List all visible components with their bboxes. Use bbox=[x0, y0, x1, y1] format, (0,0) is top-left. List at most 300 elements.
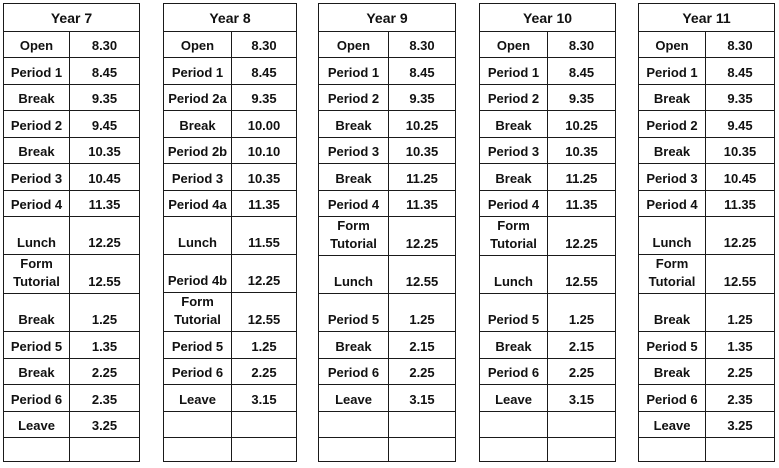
session-time: 12.55 bbox=[548, 256, 616, 294]
session-label-line: Break bbox=[335, 118, 372, 133]
session-label bbox=[164, 293, 232, 332]
session-label bbox=[480, 32, 548, 58]
session-label bbox=[164, 138, 232, 164]
session-label bbox=[639, 294, 706, 332]
session-label bbox=[164, 255, 232, 293]
session-time: 8.30 bbox=[70, 32, 140, 58]
table-row bbox=[164, 58, 297, 85]
session-time: 11.35 bbox=[70, 191, 140, 217]
session-label bbox=[639, 138, 706, 164]
session-time: 3.25 bbox=[706, 412, 775, 438]
table-row bbox=[639, 359, 775, 385]
table-row bbox=[4, 164, 140, 191]
session-label bbox=[319, 111, 389, 138]
session-time: 11.35 bbox=[548, 191, 616, 217]
session-label-line: Period 4b bbox=[167, 273, 228, 288]
table-row bbox=[319, 438, 456, 462]
table-row bbox=[319, 385, 456, 412]
session-label bbox=[319, 412, 389, 438]
session-label-line: Period 6 bbox=[10, 392, 63, 407]
table-row bbox=[164, 138, 297, 164]
session-time: 1.25 bbox=[70, 294, 140, 332]
table-row bbox=[319, 85, 456, 111]
table-row bbox=[319, 111, 456, 138]
table-row bbox=[319, 256, 456, 294]
session-label bbox=[164, 385, 232, 412]
session-label bbox=[480, 138, 548, 164]
year-heading: Year 11 bbox=[639, 4, 775, 32]
session-label bbox=[480, 85, 548, 111]
session-time: 12.25 bbox=[389, 217, 456, 256]
table-row bbox=[639, 191, 775, 217]
session-label-line: Open bbox=[496, 38, 531, 53]
session-label-line: Form bbox=[655, 256, 689, 271]
session-label bbox=[480, 385, 548, 412]
session-label-line: Break bbox=[18, 312, 55, 327]
session-time: 11.35 bbox=[389, 191, 456, 217]
session-time: 12.55 bbox=[70, 255, 140, 294]
timetable-table bbox=[318, 3, 456, 462]
session-time: 11.35 bbox=[706, 191, 775, 217]
session-label bbox=[164, 111, 232, 138]
session-time bbox=[706, 438, 775, 462]
table-row bbox=[480, 58, 616, 85]
session-time: 1.25 bbox=[706, 294, 775, 332]
session-label bbox=[480, 412, 548, 438]
table-row bbox=[639, 32, 775, 58]
session-time: 10.00 bbox=[232, 111, 297, 138]
session-label-line: Period 3 bbox=[10, 171, 63, 186]
table-row bbox=[639, 111, 775, 138]
session-label bbox=[319, 438, 389, 462]
table-row bbox=[480, 32, 616, 58]
table-row bbox=[480, 85, 616, 111]
table-row bbox=[319, 412, 456, 438]
session-label-line: Tutorial bbox=[174, 312, 221, 327]
table-row bbox=[480, 359, 616, 385]
session-time: 1.25 bbox=[232, 332, 297, 359]
table-row bbox=[639, 138, 775, 164]
session-label bbox=[164, 438, 232, 462]
session-label bbox=[164, 58, 232, 85]
session-label bbox=[480, 332, 548, 359]
session-label-line: Period 5 bbox=[646, 339, 698, 354]
table-row bbox=[480, 438, 616, 462]
table-row bbox=[639, 332, 775, 359]
table-row bbox=[164, 359, 297, 385]
session-label-line: Lunch bbox=[178, 235, 217, 250]
table-row bbox=[639, 438, 775, 462]
session-label bbox=[319, 191, 389, 217]
session-label bbox=[480, 438, 548, 462]
session-time: 10.35 bbox=[706, 138, 775, 164]
table-row bbox=[480, 111, 616, 138]
timetable-block-year-10 bbox=[479, 3, 616, 462]
session-time bbox=[548, 438, 616, 462]
session-time: 3.25 bbox=[70, 412, 140, 438]
timetable-table bbox=[163, 3, 297, 462]
session-label-line: Open bbox=[336, 38, 371, 53]
session-label bbox=[164, 191, 232, 217]
session-label bbox=[4, 217, 70, 255]
session-time: 9.35 bbox=[706, 85, 775, 111]
table-row bbox=[319, 164, 456, 191]
session-label bbox=[639, 385, 706, 412]
session-time: 2.15 bbox=[548, 332, 616, 359]
session-label-line: Period 5 bbox=[10, 339, 63, 354]
table-row bbox=[4, 438, 140, 462]
session-label-line: Open bbox=[180, 38, 215, 53]
session-time: 2.15 bbox=[389, 332, 456, 359]
table-row bbox=[164, 385, 297, 412]
session-label bbox=[480, 359, 548, 385]
session-time: 8.30 bbox=[548, 32, 616, 58]
table-row bbox=[319, 359, 456, 385]
session-time: 9.45 bbox=[70, 111, 140, 138]
session-label bbox=[639, 255, 706, 294]
session-time: 1.35 bbox=[706, 332, 775, 359]
session-label-line: Period 4 bbox=[487, 197, 540, 212]
session-label-line: Lunch bbox=[652, 235, 692, 250]
table-row bbox=[319, 32, 456, 58]
session-label-line: Lunch bbox=[334, 274, 373, 289]
session-label bbox=[164, 359, 232, 385]
table-row bbox=[4, 58, 140, 85]
table-row bbox=[4, 294, 140, 332]
table-row bbox=[4, 32, 140, 58]
session-time: 10.10 bbox=[232, 138, 297, 164]
session-label-line: Period 6 bbox=[327, 365, 380, 380]
session-time: 12.55 bbox=[232, 293, 297, 332]
session-time bbox=[548, 412, 616, 438]
session-label-line: Break bbox=[495, 171, 532, 186]
session-time: 8.45 bbox=[389, 58, 456, 85]
session-label bbox=[480, 111, 548, 138]
session-label bbox=[319, 256, 389, 294]
session-label-line: Period 4 bbox=[327, 197, 380, 212]
session-label-line: Leave bbox=[179, 392, 216, 407]
table-row bbox=[639, 58, 775, 85]
table-row bbox=[480, 138, 616, 164]
session-time: 12.25 bbox=[548, 217, 616, 256]
table-row bbox=[639, 385, 775, 412]
session-label bbox=[4, 138, 70, 164]
table-row bbox=[4, 412, 140, 438]
session-label-line: Period 1 bbox=[646, 65, 698, 80]
session-label bbox=[164, 412, 232, 438]
session-label bbox=[319, 332, 389, 359]
table-row bbox=[4, 332, 140, 359]
session-time: 8.45 bbox=[70, 58, 140, 85]
session-time: 10.45 bbox=[706, 164, 775, 191]
session-label-line: Period 3 bbox=[327, 144, 380, 159]
session-label-line: Period 3 bbox=[171, 171, 224, 186]
session-label-line: Period 1 bbox=[171, 65, 224, 80]
session-time: 10.25 bbox=[389, 111, 456, 138]
table-row bbox=[480, 191, 616, 217]
session-label bbox=[480, 58, 548, 85]
session-label-line: Period 6 bbox=[646, 392, 698, 407]
session-label bbox=[639, 32, 706, 58]
session-label-line: Break bbox=[495, 339, 532, 354]
table-row bbox=[164, 438, 297, 462]
session-time: 9.35 bbox=[389, 85, 456, 111]
table-row bbox=[4, 111, 140, 138]
session-label-line: Period 1 bbox=[487, 65, 540, 80]
session-time: 11.25 bbox=[389, 164, 456, 191]
session-time: 8.45 bbox=[548, 58, 616, 85]
table-row bbox=[164, 255, 297, 293]
table-row bbox=[319, 138, 456, 164]
session-label bbox=[639, 438, 706, 462]
session-label-line: Break bbox=[18, 365, 55, 380]
session-label-line: Tutorial bbox=[490, 236, 537, 251]
session-label-line: Period 2 bbox=[327, 91, 380, 106]
table-row bbox=[639, 217, 775, 255]
session-label-line: Break bbox=[18, 91, 55, 106]
session-label bbox=[4, 332, 70, 359]
session-time: 11.25 bbox=[548, 164, 616, 191]
session-label bbox=[4, 412, 70, 438]
session-time: 12.25 bbox=[706, 217, 775, 255]
timetable-block-year-7 bbox=[3, 3, 140, 462]
session-label-line: Break bbox=[335, 171, 372, 186]
session-time: 8.45 bbox=[232, 58, 297, 85]
session-time bbox=[389, 412, 456, 438]
timetable-block-year-9 bbox=[318, 3, 456, 462]
session-label bbox=[319, 85, 389, 111]
timetable-table bbox=[638, 3, 775, 462]
session-label bbox=[480, 256, 548, 294]
session-time: 10.45 bbox=[70, 164, 140, 191]
session-label-line: Break bbox=[653, 91, 691, 106]
session-label-line: Form bbox=[497, 218, 530, 233]
session-label bbox=[4, 85, 70, 111]
session-label bbox=[4, 191, 70, 217]
session-label bbox=[164, 332, 232, 359]
session-label-line: Lunch bbox=[494, 274, 533, 289]
session-time: 12.55 bbox=[706, 255, 775, 294]
table-row bbox=[164, 32, 297, 58]
table-row bbox=[164, 217, 297, 255]
session-time: 12.55 bbox=[389, 256, 456, 294]
session-label bbox=[319, 32, 389, 58]
session-label bbox=[480, 191, 548, 217]
session-label bbox=[164, 217, 232, 255]
session-label-line: Leave bbox=[18, 418, 55, 433]
session-label-line: Tutorial bbox=[648, 274, 696, 289]
table-row bbox=[164, 293, 297, 332]
session-label bbox=[319, 58, 389, 85]
session-time: 9.35 bbox=[232, 85, 297, 111]
session-label bbox=[639, 85, 706, 111]
session-label bbox=[164, 164, 232, 191]
session-label bbox=[639, 359, 706, 385]
session-label bbox=[4, 255, 70, 294]
session-label bbox=[4, 385, 70, 412]
session-label bbox=[480, 217, 548, 256]
session-time: 2.25 bbox=[70, 359, 140, 385]
table-row bbox=[480, 332, 616, 359]
session-label-line: Period 5 bbox=[487, 312, 540, 327]
session-label-line: Period 4 bbox=[10, 197, 63, 212]
session-label bbox=[4, 294, 70, 332]
session-time: 10.35 bbox=[548, 138, 616, 164]
year-heading: Year 8 bbox=[164, 4, 297, 32]
session-time: 9.35 bbox=[548, 85, 616, 111]
session-time: 10.35 bbox=[232, 164, 297, 191]
session-label-line: Period 2a bbox=[168, 91, 227, 106]
session-time: 2.35 bbox=[706, 385, 775, 412]
session-label-line: Period 3 bbox=[646, 171, 698, 186]
session-time: 1.35 bbox=[70, 332, 140, 359]
year-heading: Year 9 bbox=[319, 4, 456, 32]
table-row bbox=[164, 111, 297, 138]
timetable-block-year-8 bbox=[163, 3, 297, 462]
session-label-line: Break bbox=[653, 312, 691, 327]
table-row bbox=[164, 332, 297, 359]
session-time: 9.35 bbox=[70, 85, 140, 111]
session-label-line: Break bbox=[335, 339, 372, 354]
table-row bbox=[4, 191, 140, 217]
session-time: 1.25 bbox=[548, 294, 616, 332]
session-label-line: Form bbox=[181, 294, 214, 309]
table-row bbox=[164, 164, 297, 191]
session-label-line: Period 2 bbox=[646, 118, 698, 133]
session-label bbox=[4, 58, 70, 85]
table-row bbox=[480, 256, 616, 294]
table-row bbox=[319, 294, 456, 332]
session-time: 3.15 bbox=[548, 385, 616, 412]
session-time: 8.30 bbox=[706, 32, 775, 58]
table-row bbox=[319, 58, 456, 85]
session-time: 12.25 bbox=[70, 217, 140, 255]
table-row bbox=[164, 85, 297, 111]
table-row bbox=[639, 85, 775, 111]
session-label-line: Period 2b bbox=[167, 144, 228, 159]
session-label bbox=[639, 111, 706, 138]
session-time: 9.45 bbox=[706, 111, 775, 138]
table-row bbox=[639, 412, 775, 438]
session-label-line: Leave bbox=[653, 418, 691, 433]
timetable-table bbox=[3, 3, 140, 462]
table-row bbox=[639, 294, 775, 332]
session-time: 2.25 bbox=[389, 359, 456, 385]
session-label-line: Form bbox=[337, 218, 370, 233]
session-time: 3.15 bbox=[232, 385, 297, 412]
table-row bbox=[4, 138, 140, 164]
table-row bbox=[4, 85, 140, 111]
session-time: 8.30 bbox=[232, 32, 297, 58]
session-label-line: Break bbox=[653, 144, 691, 159]
table-row bbox=[480, 385, 616, 412]
session-time: 11.55 bbox=[232, 217, 297, 255]
session-label bbox=[4, 32, 70, 58]
session-label-line: Form bbox=[20, 256, 53, 271]
table-row bbox=[4, 217, 140, 255]
session-label bbox=[480, 294, 548, 332]
session-label-line: Period 1 bbox=[327, 65, 380, 80]
session-label bbox=[4, 164, 70, 191]
session-label bbox=[164, 32, 232, 58]
session-label-line: Open bbox=[655, 38, 689, 53]
session-label-line: Leave bbox=[335, 392, 372, 407]
session-time bbox=[232, 412, 297, 438]
year-heading: Year 7 bbox=[4, 4, 140, 32]
session-label bbox=[639, 332, 706, 359]
session-label-line: Period 3 bbox=[487, 144, 540, 159]
session-label bbox=[319, 385, 389, 412]
session-label bbox=[319, 217, 389, 256]
session-time: 8.45 bbox=[706, 58, 775, 85]
session-label-line: Tutorial bbox=[330, 236, 377, 251]
session-label bbox=[639, 217, 706, 255]
table-row bbox=[480, 412, 616, 438]
table-row bbox=[319, 191, 456, 217]
table-row bbox=[639, 164, 775, 191]
session-label-line: Period 6 bbox=[171, 365, 224, 380]
session-time bbox=[232, 438, 297, 462]
table-row bbox=[639, 255, 775, 294]
session-time: 8.30 bbox=[389, 32, 456, 58]
session-time: 10.35 bbox=[389, 138, 456, 164]
session-label bbox=[639, 164, 706, 191]
session-label-line: Period 4a bbox=[168, 197, 227, 212]
session-label-line: Period 2 bbox=[487, 91, 540, 106]
session-time: 3.15 bbox=[389, 385, 456, 412]
session-label bbox=[4, 111, 70, 138]
session-label-line: Period 6 bbox=[487, 365, 540, 380]
session-time: 11.35 bbox=[232, 191, 297, 217]
session-label-line: Period 4 bbox=[646, 197, 698, 212]
session-time: 1.25 bbox=[389, 294, 456, 332]
timetable-table bbox=[479, 3, 616, 462]
session-label bbox=[319, 359, 389, 385]
table-row bbox=[4, 385, 140, 412]
session-label-line: Period 5 bbox=[171, 339, 224, 354]
session-label-line: Tutorial bbox=[13, 274, 60, 289]
session-time: 2.25 bbox=[706, 359, 775, 385]
session-time: 2.35 bbox=[70, 385, 140, 412]
session-time: 12.25 bbox=[232, 255, 297, 293]
session-time bbox=[389, 438, 456, 462]
session-label-line: Period 5 bbox=[327, 312, 380, 327]
session-time: 2.25 bbox=[548, 359, 616, 385]
session-label-line: Break bbox=[18, 144, 55, 159]
session-label-line: Break bbox=[495, 118, 532, 133]
session-label bbox=[639, 191, 706, 217]
session-label-line: Period 1 bbox=[10, 65, 63, 80]
session-label bbox=[164, 85, 232, 111]
year-heading: Year 10 bbox=[480, 4, 616, 32]
session-label bbox=[4, 438, 70, 462]
session-label-line: Open bbox=[19, 38, 54, 53]
session-label bbox=[319, 294, 389, 332]
table-row bbox=[164, 412, 297, 438]
session-label bbox=[4, 359, 70, 385]
session-label bbox=[480, 164, 548, 191]
table-row bbox=[319, 217, 456, 256]
timetable-block-year-11 bbox=[638, 3, 775, 462]
table-row bbox=[480, 164, 616, 191]
table-row bbox=[319, 332, 456, 359]
session-time bbox=[70, 438, 140, 462]
session-label-line: Break bbox=[179, 118, 216, 133]
session-label-line: Lunch bbox=[17, 235, 56, 250]
table-row bbox=[480, 217, 616, 256]
table-row bbox=[480, 294, 616, 332]
table-row bbox=[4, 359, 140, 385]
